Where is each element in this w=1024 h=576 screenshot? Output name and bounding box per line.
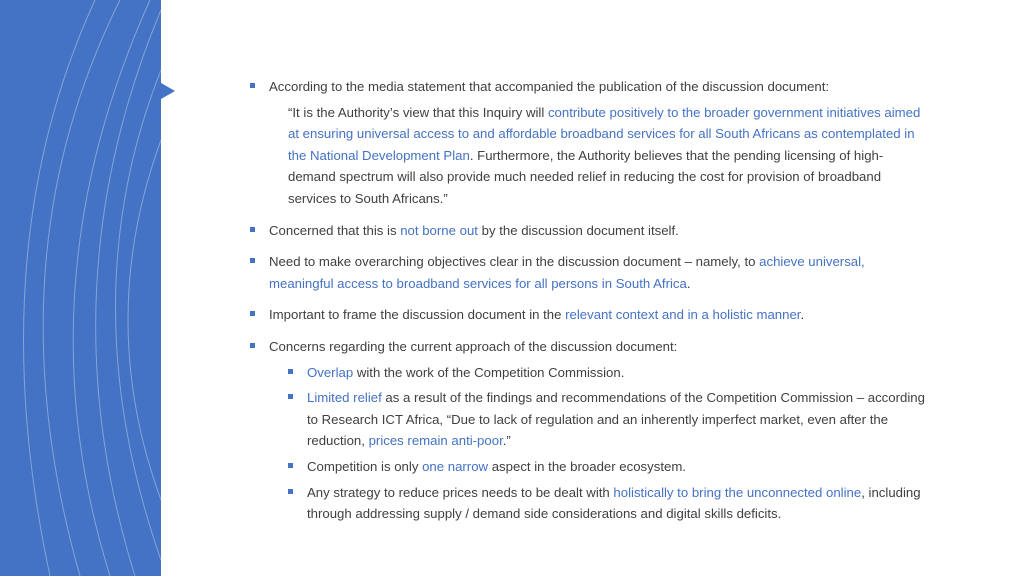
highlight-text: contribute positively to the broader government initiatives aimed at ensuring universal access to and affordable broadband services for all South Africans as contemplated in the National Development Plan (288, 104, 921, 163)
bullet-text: According to the media statement that accompanied the publication of the discussion document: (269, 79, 830, 94)
decorative-sidebar (0, 0, 161, 576)
bullet-square-icon (288, 369, 293, 374)
highlight-text: not borne out (400, 222, 478, 238)
highlight-text: relevant context and in a holistic manner (565, 307, 801, 323)
bullet-square-icon (250, 227, 255, 232)
bullet-square-icon (250, 343, 255, 348)
slide-content (250, 76, 930, 525)
slide-pointer-arrow (161, 83, 175, 99)
sub-bullet-strategy: Any strategy to reduce prices needs to be dealt with holistically to bring the unconnected online, including through addressing supply / demand side considerations and digital skills deficits. (288, 482, 930, 525)
sub-bullet-competition: Competition is only one narrow aspect in the broader ecosystem. (288, 456, 930, 478)
bullet-objectives: Need to make overarching objectives clear in the discussion document – namely, to achieve universal, meaningful access to broadband services for all persons in South Africa. (250, 251, 930, 294)
highlight-text: holistically to bring the unconnected online (613, 484, 862, 500)
bullet-concerns: Concerns regarding the current approach of the discussion document: (250, 336, 930, 358)
bullet-square-icon (250, 83, 255, 88)
highlight-text: Overlap (307, 364, 354, 380)
bullet-square-icon (288, 463, 293, 468)
authority-quote: “It is the Authority’s view that this Inquiry will contribute positively to the broader government initiatives aimed at ensuring universal access to and affordable broadband services for all South Africans as contemplated in the National Development Plan. Furthermore, the Authority believes that the pending licensing of high-demand spectrum will also provide much needed relief in reducing the cost for provision of broadband services to South Africans.” (288, 104, 921, 206)
highlight-text: prices remain anti-poor (368, 433, 503, 449)
highlight-text: one narrow (422, 458, 489, 474)
bullet-square-icon (250, 258, 255, 263)
bullet-square-icon (288, 489, 293, 494)
sub-bullet-overlap: Overlap with the work of the Competition Commission. (288, 362, 930, 384)
sub-bullet-limited-relief: Limited relief as a result of the findings and recommendations of the Competition Commission – according to Research ICT Africa, “Due to lack of regulation and an inherently imperfect market, even after the reduction, prices remain anti-poor.” (288, 387, 930, 452)
bullet-media-statement (250, 76, 930, 98)
bullet-concerned: Concerned that this is not borne out by the discussion document itself. (250, 220, 930, 242)
decorative-arc-lines (0, 0, 161, 576)
highlight-text: achieve universal, meaningful access to broadband services for all persons in South Africa (269, 254, 865, 291)
bullet-frame-context: Important to frame the discussion document in the relevant context and in a holistic manner. (250, 304, 930, 326)
highlight-text: Limited relief (307, 390, 382, 406)
bullet-square-icon (250, 311, 255, 316)
bullet-square-icon (288, 394, 293, 399)
